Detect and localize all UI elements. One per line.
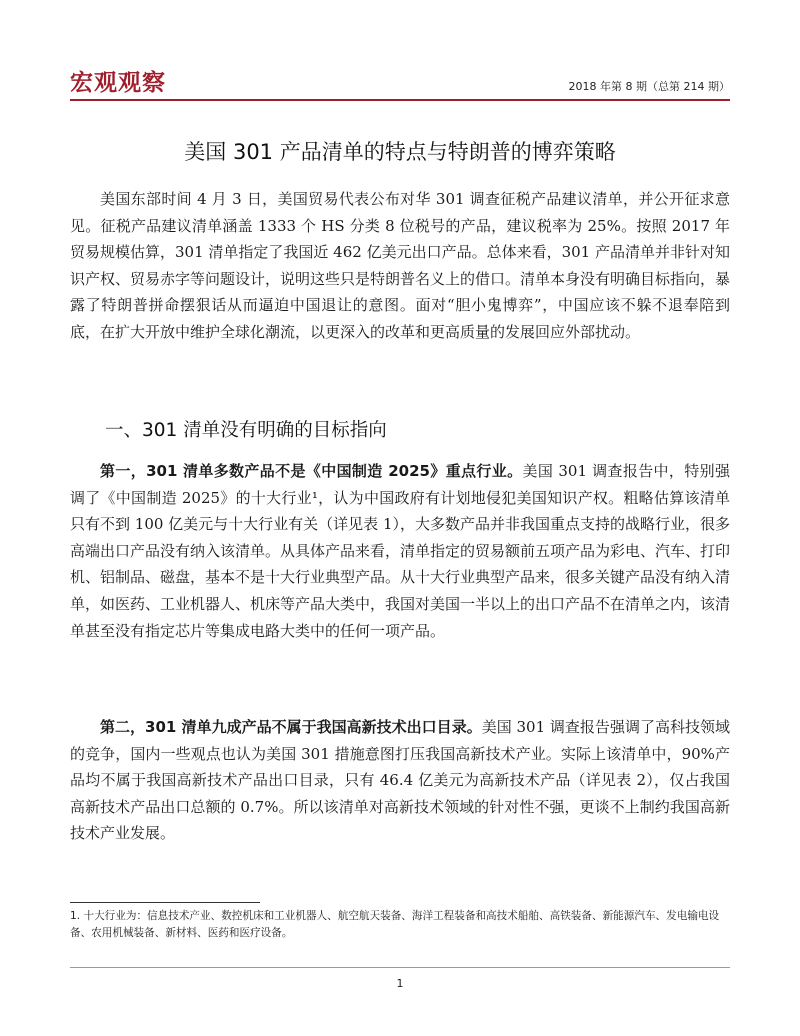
issue-number: 2018 年第 8 期（总第 214 期） xyxy=(568,80,730,93)
paragraph-lead: 第二，301 清单九成产品不属于我国高新技术出口目录。 xyxy=(100,718,482,736)
section-heading: 一、301 清单没有明确的目标指向 xyxy=(105,420,387,441)
footnote-divider xyxy=(70,902,260,903)
section-paragraph-1 xyxy=(70,458,730,644)
section-paragraph-2 xyxy=(70,714,730,847)
paragraph-text: 美国 301 调查报告强调了高科技领域的竞争，国内一些观点也认为美国 301 措施意图打压我国高新技术产业。实际上该清单中，90%产品均不属于我国高新技术产品出口目录，只有 46.4 亿美元为高新技术产品（详见表 2），仅占我国高新技术产品出口总额的 0.7%。所以该清单对高新技术领域的针对性不强，更谈不上制约我国高新技术产业发展。 xyxy=(70,718,730,843)
footer-divider xyxy=(70,967,730,968)
page-header xyxy=(70,64,730,98)
publication-brand: 宏观观察 xyxy=(70,70,166,96)
paragraph-lead: 第一，301 清单多数产品不是《中国制造 2025》重点行业。 xyxy=(100,462,523,480)
footnote: 1. 十大行业为：信息技术产业、数控机床和工业机器人、航空航天装备、海洋工程装备和高技术船舶、高铁装备、新能源汽车、发电输电设备、农用机械装备、新材料、医药和医疗设备。 xyxy=(70,910,720,939)
paragraph-text: 美国 301 调查报告中，特别强调了《中国制造 2025》的十大行业¹，认为中国政府有计划地侵犯美国知识产权。粗略估算该清单只有不到 100 亿美元与十大行业有关（详见表 1），大多数产品并非我国重点支持的战略行业，很多高端出口产品没有纳入该清单。从具体产品来看，清单指定的贸易额前五项产品为彩电、汽车、打印机、铝制品、磁盘，基本不是十大行业典型产品。从十大行业典型产品来，很多关键产品没有纳入清单，如医药、工业机器人、机床等产品大类中，我国对美国一半以上的出口产品不在清单之内，该清单甚至没有指定芯片等集成电路大类中的任何一项产品。 xyxy=(70,462,731,640)
header-divider xyxy=(70,99,730,101)
page-number: 1 xyxy=(396,977,404,990)
intro-paragraph: 美国东部时间 4 月 3 日，美国贸易代表公布对华 301 调查征税产品建议清单，并公开征求意见。征税产品建议清单涵盖 1333 个 HS 分类 8 位税号的产品，建议税率为 25%。按照 2017 年贸易规模估算，301 清单指定了我国近 462 亿美元出口产品。总体来看，301 产品清单并非针对知识产权、贸易赤字等问题设计，说明这些只是特朗普名义上的借口。清单本身没有明确目标指向，暴露了特朗普拼命摆狠话从而逼迫中国退让的意图。面对“胆小鬼博弈”，中国应该不躲不退奉陪到底，在扩大开放中维护全球化潮流，以更深入的改革和更高质量的发展回应外部扰动。 xyxy=(70,190,731,341)
article-title: 美国 301 产品清单的特点与特朗普的博弈策略 xyxy=(184,140,616,164)
